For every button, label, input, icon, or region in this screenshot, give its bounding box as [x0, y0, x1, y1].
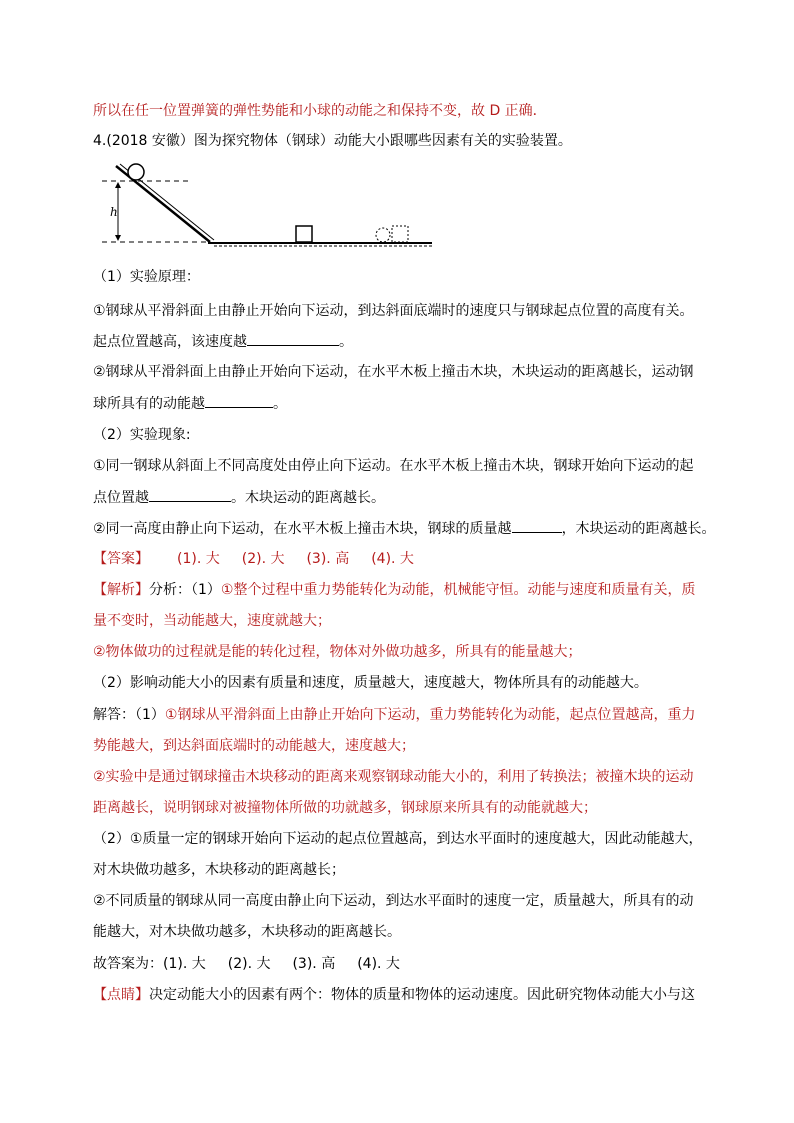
steel-ball — [128, 164, 144, 180]
analysis-line-2: 量不变时，当动能越大，速度就越大； — [93, 613, 331, 629]
answer-item-2: (2). 大 — [241, 551, 285, 567]
block-later-position — [392, 226, 408, 242]
analysis-line-5 — [93, 705, 724, 725]
wooden-block — [296, 226, 312, 242]
analysis-line-8: 距离越长，说明钢球对被撞物体所做的功就越多，钢球原来所具有的动能就越大； — [93, 800, 597, 816]
comment-label: 【点睛】 — [93, 987, 149, 1003]
answer-item-4: (4). 大 — [371, 551, 414, 567]
answer-blank-2 — [205, 393, 273, 408]
analysis-line-10: 对木块做功越多，木块移动的距离越长； — [93, 862, 345, 878]
final-answer-item-1: (1). 大 — [163, 956, 206, 972]
analysis-line-6: 势能越大，到达斜面底端时的动能越大，速度越大； — [93, 738, 415, 754]
analysis-line-9: （2）①质量一定的钢球开始向下运动的起点位置越高，到达水平面时的速度越大，因此动能越大， — [93, 831, 703, 847]
part1-item1-text: 起点位置越高，该速度越 — [93, 334, 247, 350]
answer-blank-3 — [149, 487, 231, 502]
analysis-line-4: （2）影响动能大小的因素有质量和速度，质量越大，速度越大，物体所具有的动能越大。 — [93, 675, 648, 691]
final-answer-item-2: (2). 大 — [227, 956, 271, 972]
analysis-line-11: ②不同质量的钢球从同一高度由静止向下运动，到达水平面时的速度一定，质量越大，所具有的动 — [93, 893, 694, 909]
intro-conclusion-line: 所以在任一位置弹簧的弹性势能和小球的动能之和保持不变，故 D 正确． — [93, 103, 547, 119]
part1-item2-end: 。 — [273, 396, 287, 412]
part1-item1-line1: ①钢球从平滑斜面上由静止开始向下运动，到达斜面底端时的速度只与钢球起点位置的高度有关。 — [93, 303, 694, 319]
experiment-apparatus-figure — [100, 158, 440, 250]
analysis-line-1 — [93, 580, 724, 600]
height-arrow-down-head — [115, 235, 121, 241]
answer-blank-4 — [512, 518, 562, 533]
answer-item-3: (3). 高 — [306, 551, 350, 567]
analysis-text-1: ①整个过程中重力势能转化为动能，机械能守恒。动能与速度和质量有关，质 — [220, 582, 696, 598]
analysis-line-7: ②实验中是通过钢球撞击木块移动的距离来观察钢球动能大小的，利用了转换法；被撞木块的运动 — [93, 769, 694, 785]
final-answer-line — [93, 954, 724, 974]
part2-item1-line1: ①同一钢球从斜面上不同高度处由停止向下运动。在水平木板上撞击木块，钢球开始向下运动的起 — [93, 458, 694, 474]
part1-title: （1）实验原理： — [93, 269, 200, 285]
comment-line — [93, 985, 724, 1005]
part1-item2-line1: ②钢球从平滑斜面上由静止开始向下运动，在水平木板上撞击木块，木块运动的距离越长，运动钢 — [93, 364, 694, 380]
final-answer-label: 故答案为： — [93, 956, 163, 972]
question-heading: 4.(2018 安徽）图为探究物体（钢球）动能大小跟哪些因素有关的实验装置。 — [93, 133, 572, 149]
final-answer-item-3: (3). 高 — [292, 956, 336, 972]
final-answer-item-4: (4). 大 — [357, 956, 400, 972]
comment-text: 决定动能大小的因素有两个：物体的质量和物体的运动速度。因此研究物体动能大小与这 — [149, 987, 695, 1003]
analysis-line-12: 能越大，对木块做功越多，木块移动的距离越长。 — [93, 924, 401, 940]
answer-blank-1 — [247, 331, 339, 346]
part2-item2-line — [93, 518, 724, 539]
part1-item1-line2 — [93, 331, 724, 352]
solution-prefix: 解答：（1） — [93, 707, 165, 723]
part1-item2-text: 球所具有的动能越 — [93, 396, 205, 412]
ball-later-position — [376, 228, 390, 242]
part2-item2-end: ，木块运动的距离越长。 — [561, 521, 716, 537]
analysis-line-3: ②物体做功的过程就是能的转化过程，物体对外做功越多，所具有的能量越大； — [93, 644, 582, 660]
answer-line — [93, 549, 724, 569]
analysis-prefix: 分析：（1） — [149, 582, 221, 598]
answer-label: 【答案】 — [93, 551, 149, 567]
part2-item1-line2 — [93, 487, 724, 508]
analysis-label: 【解析】 — [93, 582, 149, 598]
height-arrow-up-head — [115, 182, 121, 188]
analysis-text-5: ①钢球从平滑斜面上由静止开始向下运动，重力势能转化为动能，起点位置越高，重力 — [164, 707, 696, 723]
part2-item1-text: 点位置越 — [93, 490, 149, 506]
answer-item-1: (1). 大 — [177, 551, 220, 567]
part1-item1-end: 。 — [339, 334, 353, 350]
part2-title: （2）实验现象: — [93, 427, 191, 443]
part1-item2-line2 — [93, 393, 724, 414]
part2-item2-text: ②同一高度由静止向下运动，在水平木板上撞击木块，钢球的质量越 — [93, 521, 512, 537]
height-label: h — [110, 205, 118, 219]
part2-item1-end: 。木块运动的距离越长。 — [231, 490, 385, 506]
